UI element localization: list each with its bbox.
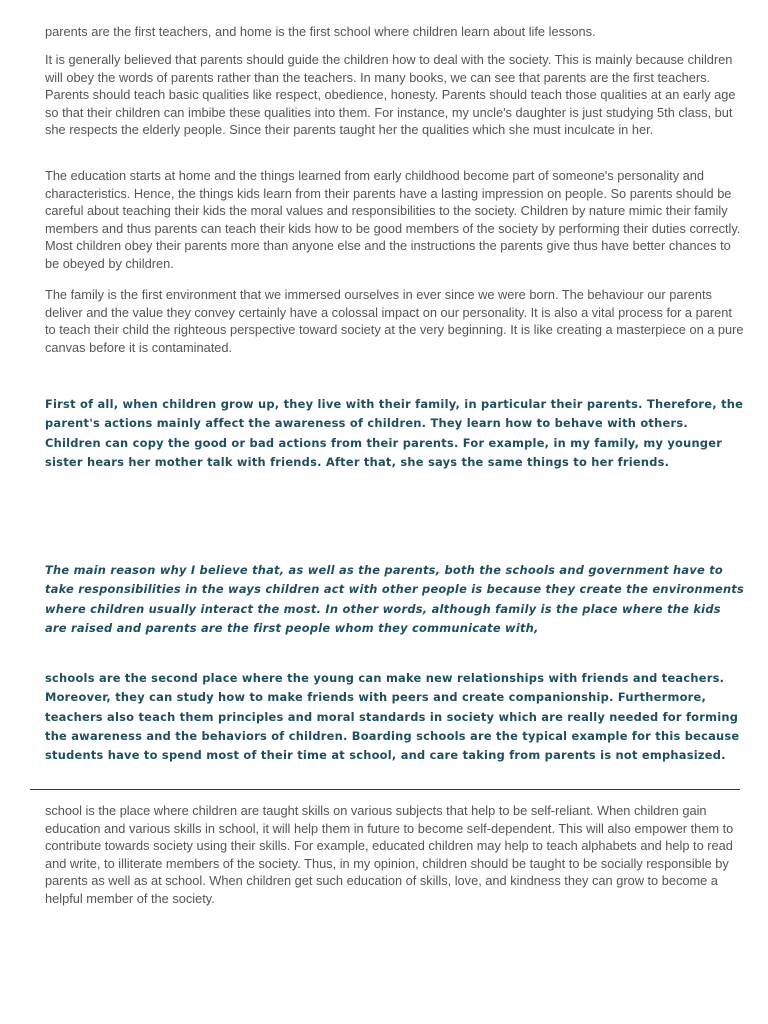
paragraph-main-reason: The main reason why I believe that, as well as the parents, both the schools and government have to take responsibilities in the ways children act with other people is because they create the environments where children usually interact the most. In other words, although family is the place where the kids are raised and parents are the first people whom they communicate with, <box>45 563 745 635</box>
paragraph-family-environment: The family is the first environment that we immersed ourselves in ever since we were born. The behaviour our parents deliver and the value they convey certainly have a colossal impact on our personality. It is also a vital process for a parent to teach their child the righteous perspective toward society at the very beginning. It is like creating a masterpiece on a pure canvas before it is contaminated. <box>45 287 744 355</box>
paragraph-schools-second-place: schools are the second place where the young can make new relationships with friends and teachers. Moreover, they can study how to make friends with peers and create companionship. Furthermore, teachers also teach them principles and moral standards in society which are really needed for forming the awareness and the behaviors of children. Boarding schools are the typical example for this because students have to spend most of their time at school, and care taking from parents is not emphasized. <box>45 671 740 763</box>
paragraph-school-skills: school is the place where children are taught skills on various subjects that help to be self-reliant. When children gain education and various skills in school, it will help them in future to become self-dependent. This will also empower them to contribute towards society using their skills. For example, educated children may help to teach alphabets and help to read and write, to illiterate members of the society. Thus, in my opinion, children should be taught to be socially responsible by parents as well as at school. When children get such education of skills, love, and kindness they can grow to become a helpful member of the society. <box>45 803 734 906</box>
paragraph-intro: parents are the first teachers, and home is the first school where children learn about life lessons. <box>45 24 596 39</box>
paragraph-education-home: The education starts at home and the things learned from early childhood become part of someone's personality and characteristics. Hence, the things kids learn from their parents have a lasting impression on people. So parents should be careful about teaching their kids the moral values and responsibilities to the society. Children by nature mimic their family members and thus parents can teach their kids how to be good members of the society by performing their duties correctly. Most children obey their parents more than anyone else and the instructions the parents give thus have better chances to be obeyed by children. <box>45 168 741 271</box>
paragraph-parents-guide: It is generally believed that parents should guide the children how to deal with the society. This is mainly because children will obey the words of parents rather than the teachers. In many books, we can see that parents are the first teachers. Parents should teach basic qualities like respect, obedience, honesty. Parents should teach those qualities at an early age so that their children can imbibe these qualities into them. For instance, my uncle's daughter is just studying 5th class, but she respects the elderly people. Since their parents taught her the qualities which she must inculcate in her. <box>45 52 736 138</box>
paragraph-first-of-all: First of all, when children grow up, they live with their family, in particular their parents. Therefore, the parent's actions mainly affect the awareness of children. They learn how to behave with others. Children can copy the good or bad actions from their parents. For example, in my family, my younger sister hears her mother talk with friends. After that, she says the same things to her friends. <box>45 397 744 469</box>
divider-line <box>30 789 740 790</box>
